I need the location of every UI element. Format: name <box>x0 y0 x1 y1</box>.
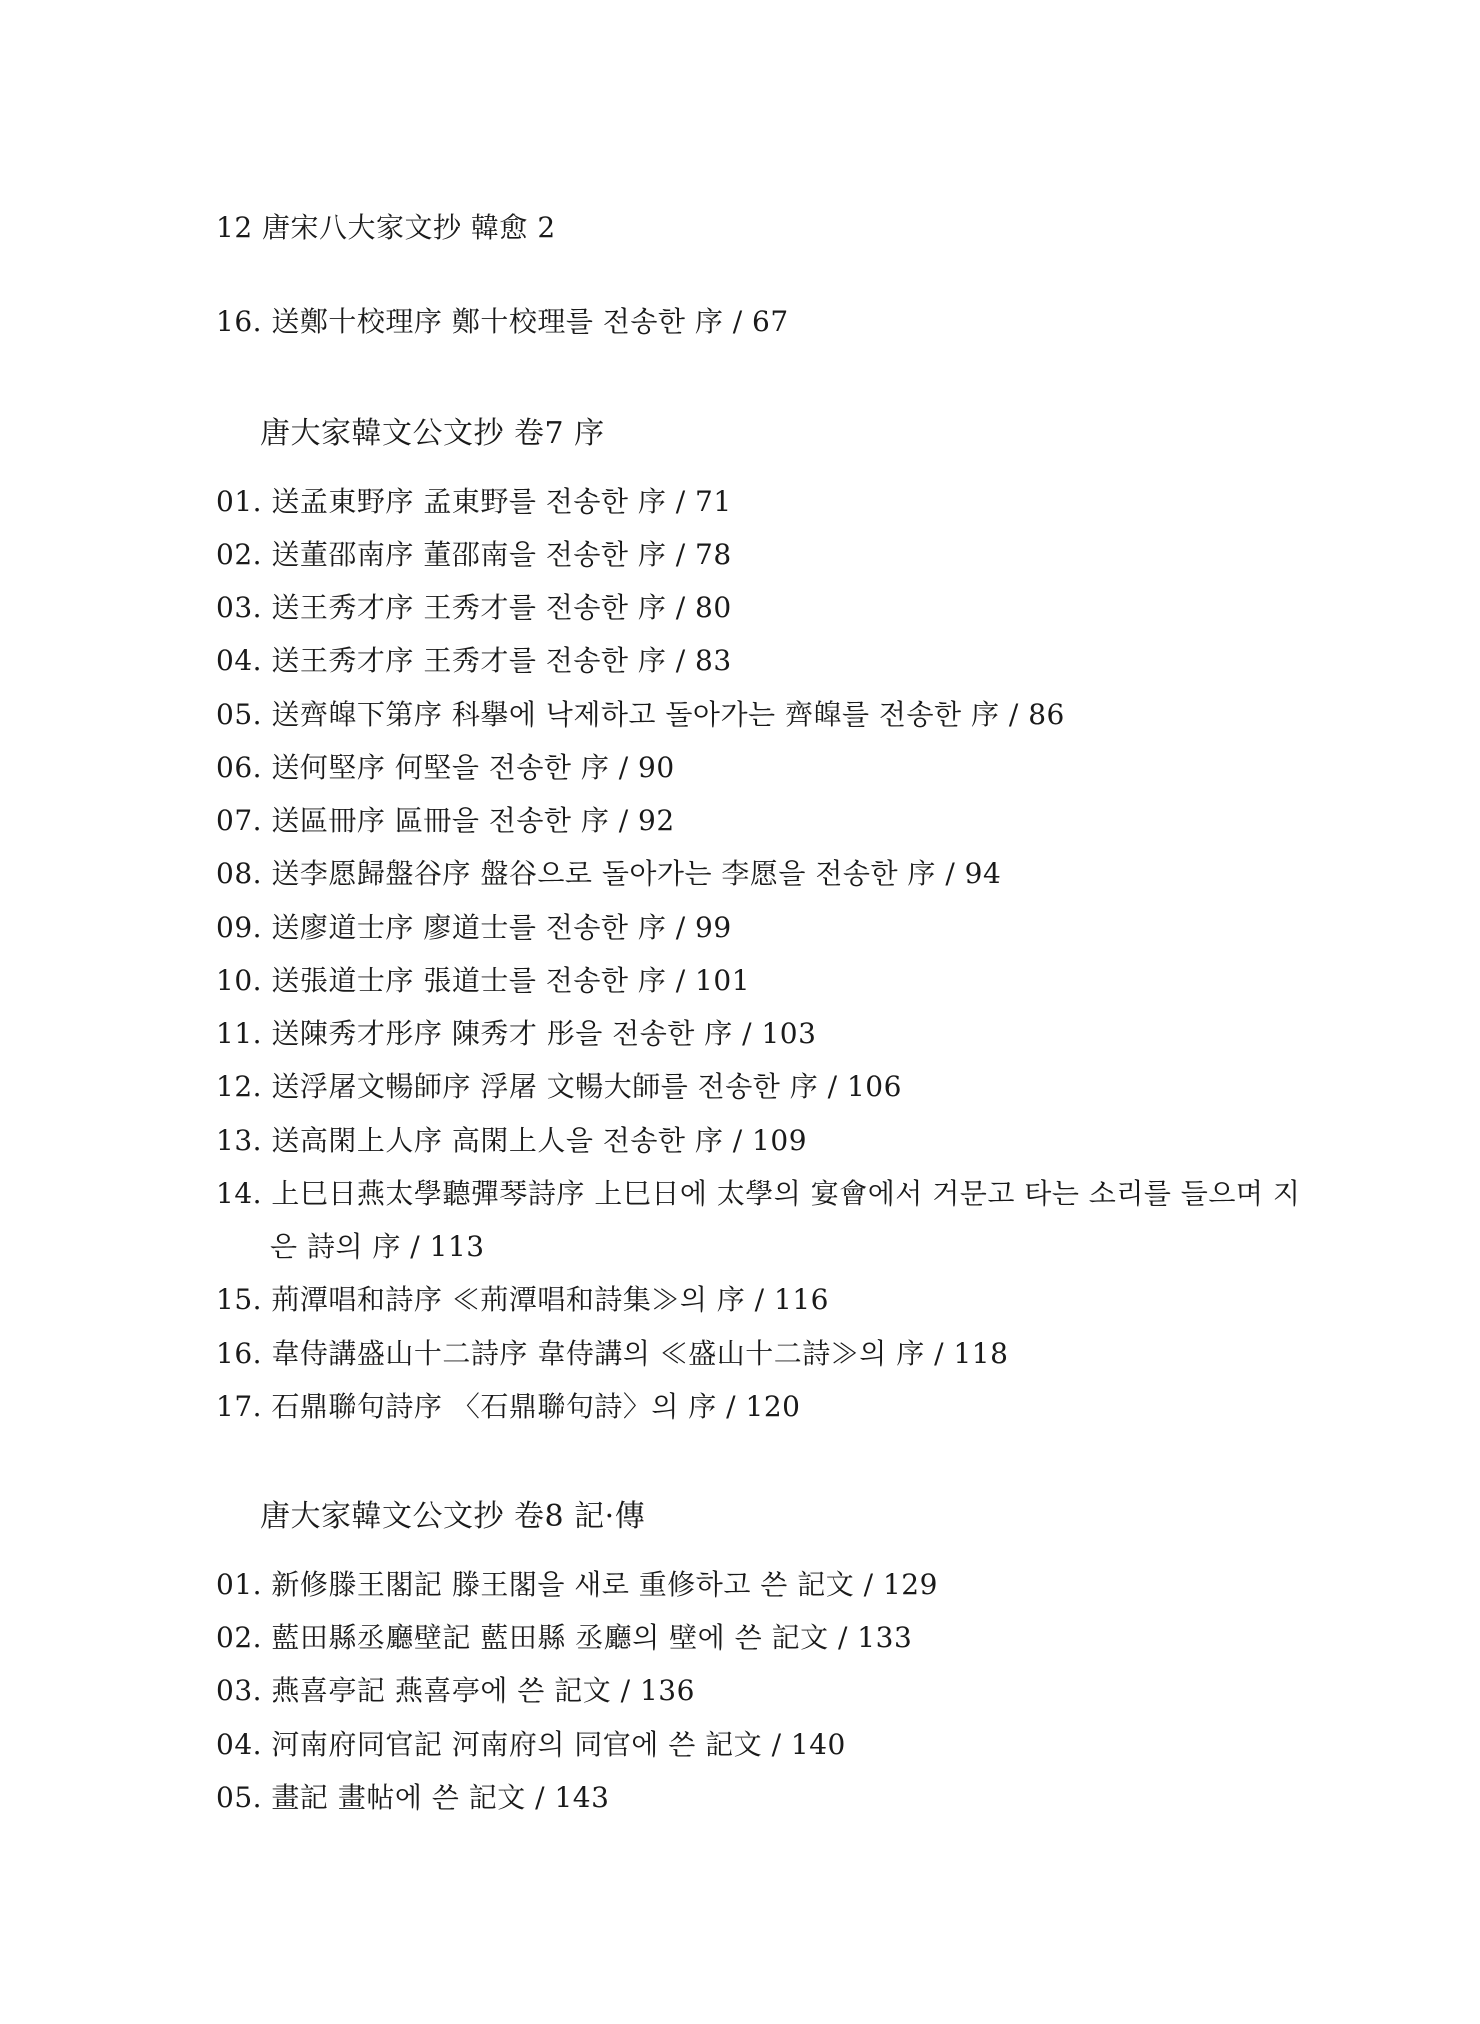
toc-entry: 03. 送王秀才序 王秀才를 전송한 序 / 80 <box>216 591 732 624</box>
toc-entry: 02. 送董邵南序 董邵南을 전송한 序 / 78 <box>216 538 732 571</box>
toc-entry: 04. 送王秀才序 王秀才를 전송한 序 / 83 <box>216 644 732 677</box>
toc-entry: 09. 送廖道士序 廖道士를 전송한 序 / 99 <box>216 911 732 944</box>
toc-entry: 05. 送齊皡下第序 科擧에 낙제하고 돌아가는 齊皡를 전송한 序 / 86 <box>216 698 1065 731</box>
toc-entry: 06. 送何堅序 何堅을 전송한 序 / 90 <box>216 751 675 784</box>
toc-entry: 07. 送區冊序 區冊을 전송한 序 / 92 <box>216 804 675 837</box>
toc-entry: 11. 送陳秀才彤序 陳秀才 彤을 전송한 序 / 103 <box>216 1017 817 1050</box>
toc-entry: 01. 新修滕王閣記 滕王閣을 새로 重修하고 쓴 記文 / 129 <box>216 1568 938 1601</box>
toc-entry: 16. 韋侍講盛山十二詩序 韋侍講의 ≪盛山十二詩≫의 序 / 118 <box>216 1337 1009 1370</box>
section-heading-vol7: 唐大家韓文公文抄 卷7 序 <box>260 416 605 451</box>
toc-entry: 05. 畫記 畫帖에 쓴 記文 / 143 <box>216 1781 610 1814</box>
toc-entry: 12. 送浮屠文暢師序 浮屠 文暢大師를 전송한 序 / 106 <box>216 1070 902 1103</box>
running-header: 12 唐宋八大家文抄 韓愈 2 <box>216 211 556 244</box>
toc-entry: 17. 石鼎聯句詩序 〈石鼎聯句詩〉의 序 / 120 <box>216 1390 801 1423</box>
toc-entry: 01. 送孟東野序 孟東野를 전송한 序 / 71 <box>216 485 732 518</box>
toc-entry: 15. 荊潭唱和詩序 ≪荊潭唱和詩集≫의 序 / 116 <box>216 1283 829 1316</box>
toc-entry: 14. 上巳日燕太學聽彈琴詩序 上巳日에 太學의 宴會에서 거문고 타는 소리를 들으며 지 <box>216 1177 1301 1210</box>
toc-entry-continuation: 은 詩의 序 / 113 <box>270 1230 485 1263</box>
toc-entry: 08. 送李愿歸盤谷序 盤谷으로 돌아가는 李愿을 전송한 序 / 94 <box>216 857 1002 890</box>
toc-entry: 16. 送鄭十校理序 鄭十校理를 전송한 序 / 67 <box>216 305 789 338</box>
toc-entry: 04. 河南府同官記 河南府의 同官에 쓴 記文 / 140 <box>216 1728 846 1761</box>
section-heading-vol8: 唐大家韓文公文抄 卷8 記·傳 <box>260 1499 646 1534</box>
toc-entry: 13. 送高閑上人序 高閑上人을 전송한 序 / 109 <box>216 1124 808 1157</box>
toc-entry: 02. 藍田縣丞廳壁記 藍田縣 丞廳의 壁에 쓴 記文 / 133 <box>216 1621 913 1654</box>
toc-entry: 10. 送張道士序 張道士를 전송한 序 / 101 <box>216 964 751 997</box>
toc-entry: 03. 燕喜亭記 燕喜亭에 쓴 記文 / 136 <box>216 1674 695 1707</box>
